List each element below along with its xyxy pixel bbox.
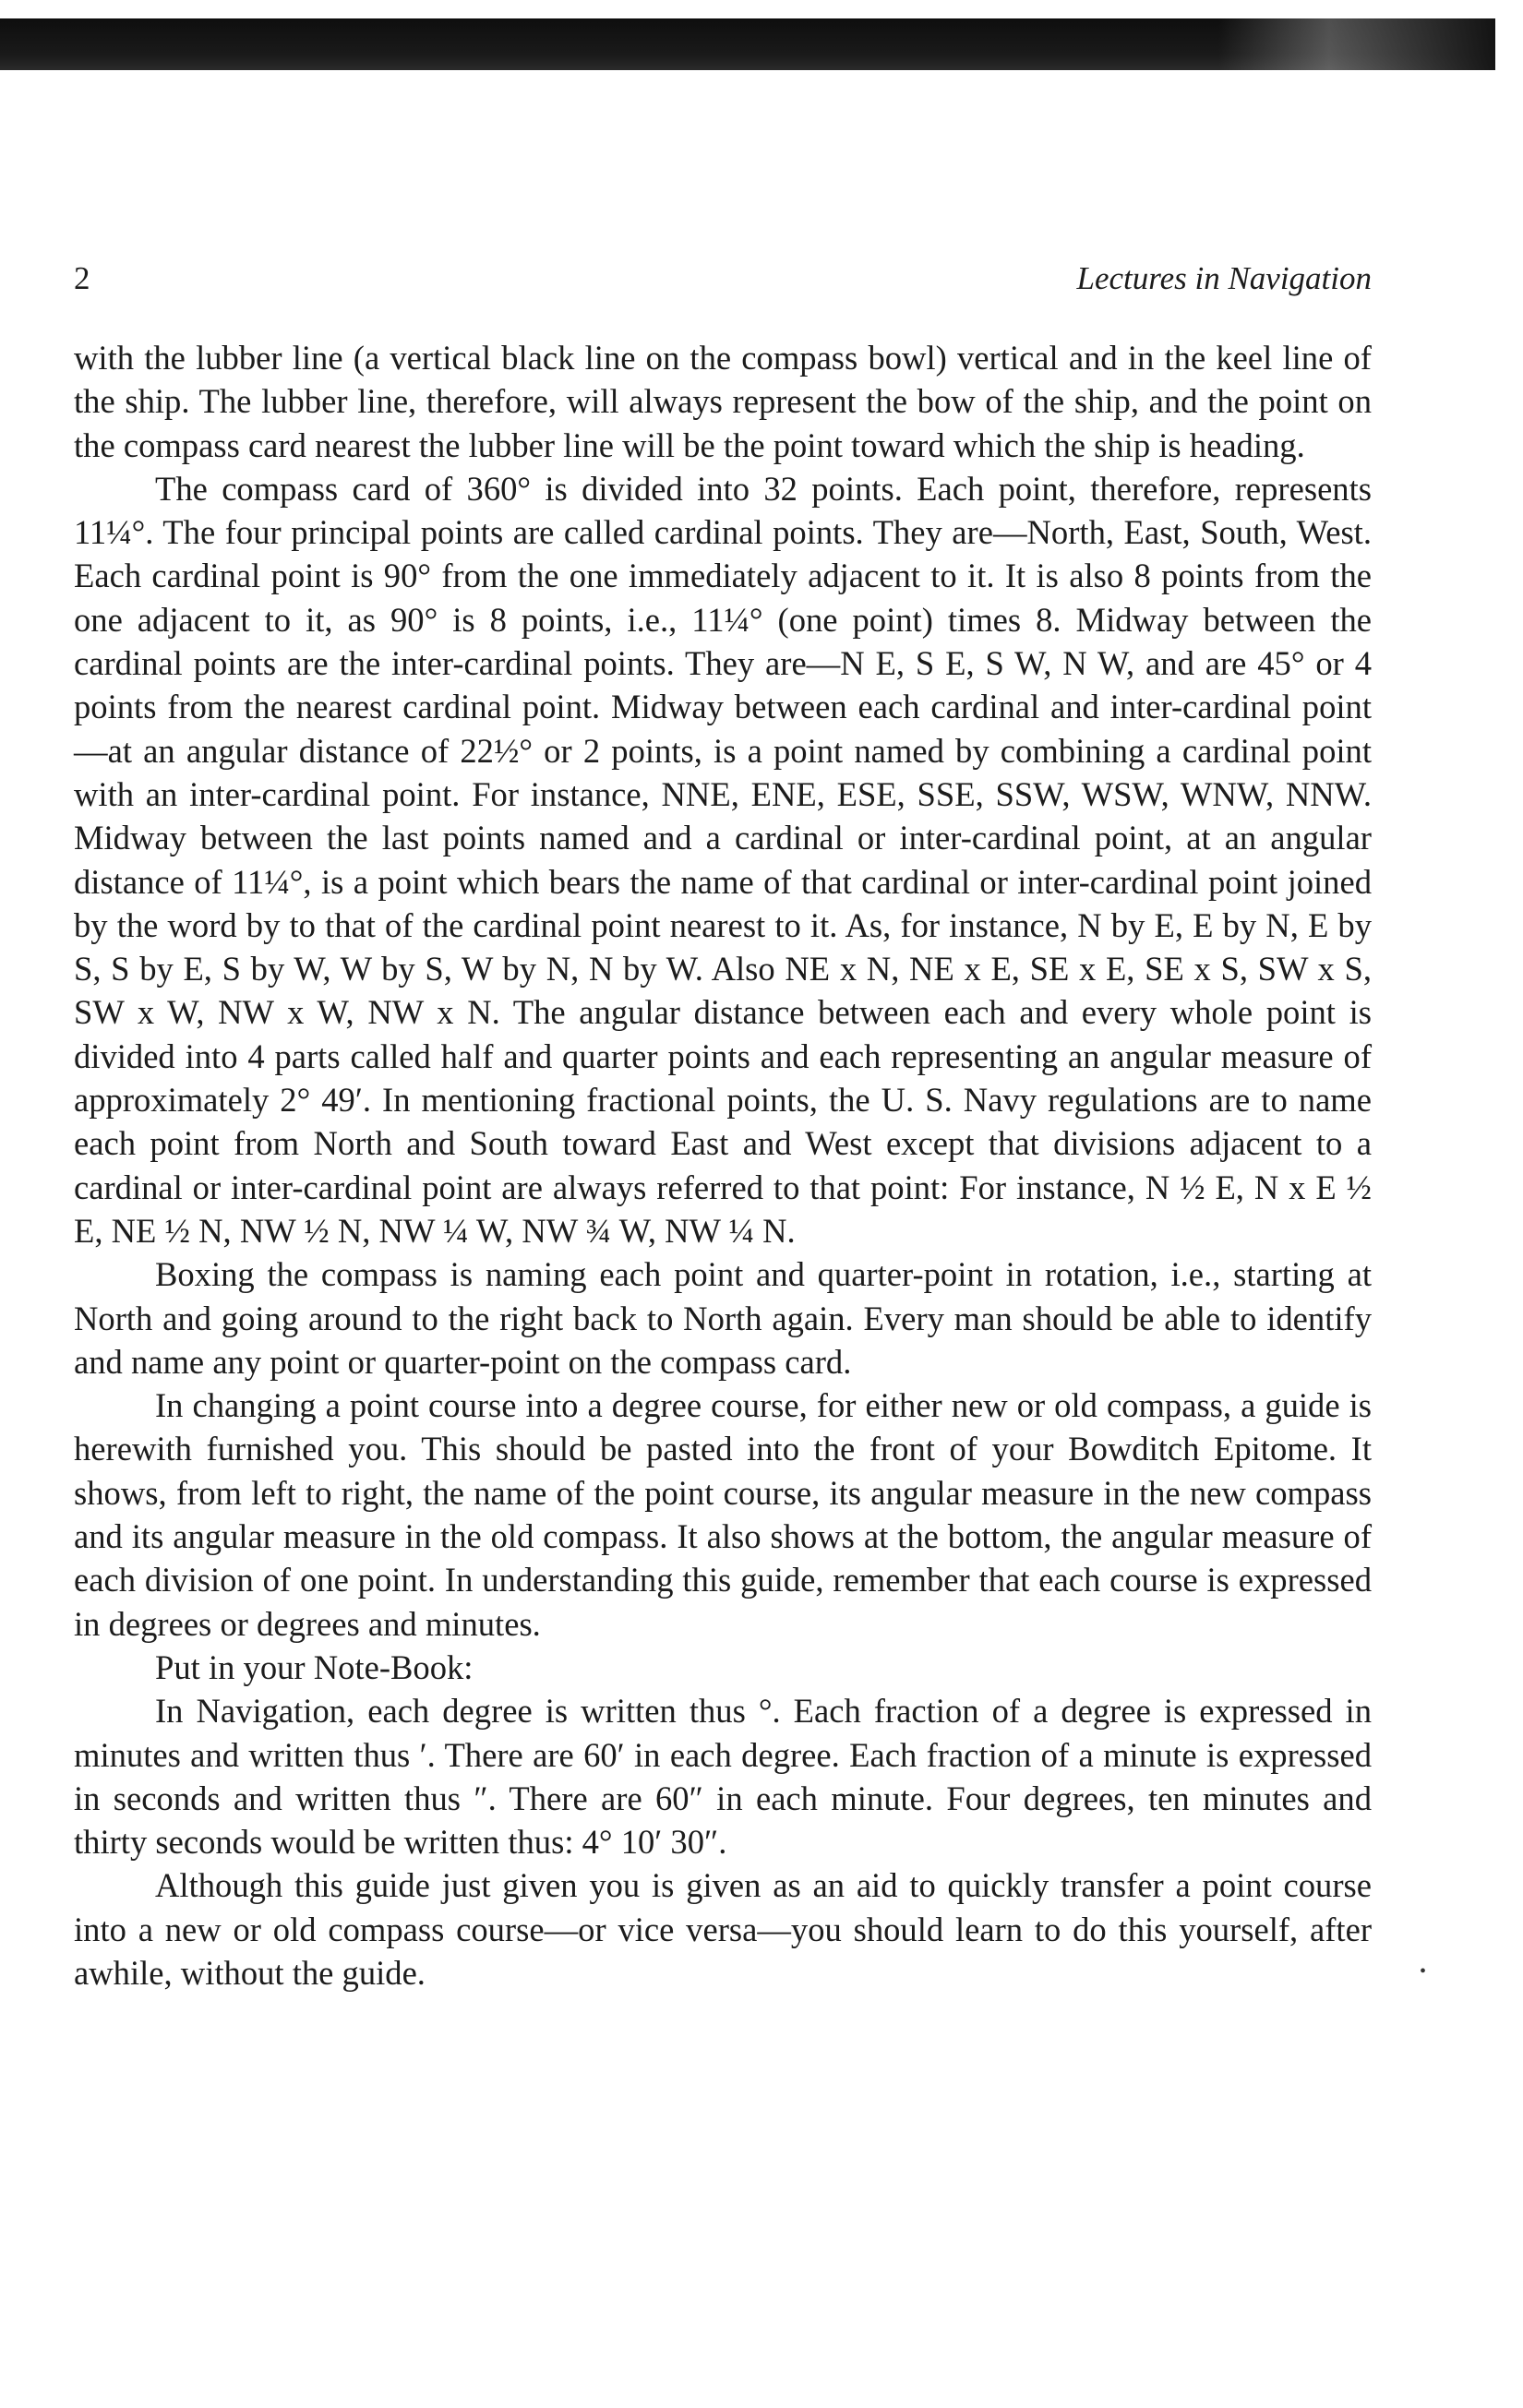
- scan-top-edge-bar: [0, 18, 1495, 70]
- paragraph-note-book: Put in your Note-Book:: [155, 1647, 474, 1686]
- paragraph-lubber-line: with the lubber line (a vertical black line on the compass bowl) vertical and in the keel line of the ship. The lubber line, therefore, will always represent the bow of the ship, and the point on the compass card nearest the lubber line will be the point toward which the ship is heading.: [74, 339, 1372, 464]
- paragraph-boxing-compass: Boxing the compass is naming each point and quarter-point in rotation, i.e., starting at North and going around to the right back to North again. Every man should be able to identify and name any point or quarter-point on the compass card.: [74, 1255, 1372, 1381]
- paragraph-changing-course: In changing a point course into a degree course, for either new or old compass, a guide is herewith furnished you. This should be pasted into the front of your Bowditch Epitome. It shows, from left to right, the name of the point course, its angular measure in the new compass and its angular measure in the old compass. It also shows at the bottom, the angular measure of each division of one point. In understanding this guide, remember that each course is expressed in degrees or degrees and minutes.: [74, 1386, 1372, 1643]
- body-text: [74, 336, 1372, 1995]
- paragraph-guide-aid: Although this guide just given you is given as an aid to quickly transfer a point course into a new or old compass course—or vice versa—you should learn to do this yourself, after awhile, without the guide.: [74, 1866, 1372, 1992]
- margin-ink-mark: •: [1420, 1961, 1427, 1982]
- paragraph-degree-notation: In Navigation, each degree is written thus °. Each fraction of a degree is expressed in minutes and written thus ′. There are 60′ in each degree. Each fraction of a minute is expressed in seconds and written thus ″. There are 60″ in each minute. Four degrees, ten minutes and thirty seconds would be written thus: 4° 10′ 30″.: [74, 1692, 1372, 1862]
- page-header: [74, 260, 1372, 306]
- running-head: Lectures in Navigation: [1076, 260, 1372, 296]
- paragraph-compass-card: The compass card of 360° is divided into 32 points. Each point, therefore, represents 11¼°. The four principal points are called cardinal points. They are—North, East, South, West. Each cardinal point is 90° from the one immediately adjacent to it. It is also 8 points from the one adjacent to it, as 90° is 8 points, i.e., 11¼° (one point) times 8. Midway between the cardinal points are the inter-cardinal points. They are—N E, S E, S W, N W, and are 45° or 4 points from the nearest cardinal point. Midway between each cardinal and inter-cardinal point—at an angular distance of 22½° or 2 points, is a point named by combining a cardinal point with an inter-cardinal point. For instance, NNE, ENE, ESE, SSE, SSW, WSW, WNW, NNW. Midway between the last points named and a cardinal or inter-cardinal point, at an angular distance of 11¼°, is a point which bears the name of that cardinal or inter-cardinal point joined by the word by to that of the cardinal point nearest to it. As, for instance, N by E, E by N, E by S, S by E, S by W, W by S, W by N, N by W. Also NE x N, NE x E, SE x E, SE x S, SW x S, SW x W, NW x W, NW x N. The angular distance between each and every whole point is divided into 4 parts called half and quarter points and each representing an angular measure of approximately 2° 49′. In mentioning fractional points, the U. S. Navy regulations are to name each point from North and South toward East and West except that divisions adjacent to a cardinal or inter-cardinal point are always referred to that point: For instance, N ½ E, N x E ½ E, NE ½ N, NW ½ N, NW ¼ W, NW ¾ W, NW ¼ N.: [74, 469, 1372, 1250]
- page-number: 2: [74, 260, 90, 296]
